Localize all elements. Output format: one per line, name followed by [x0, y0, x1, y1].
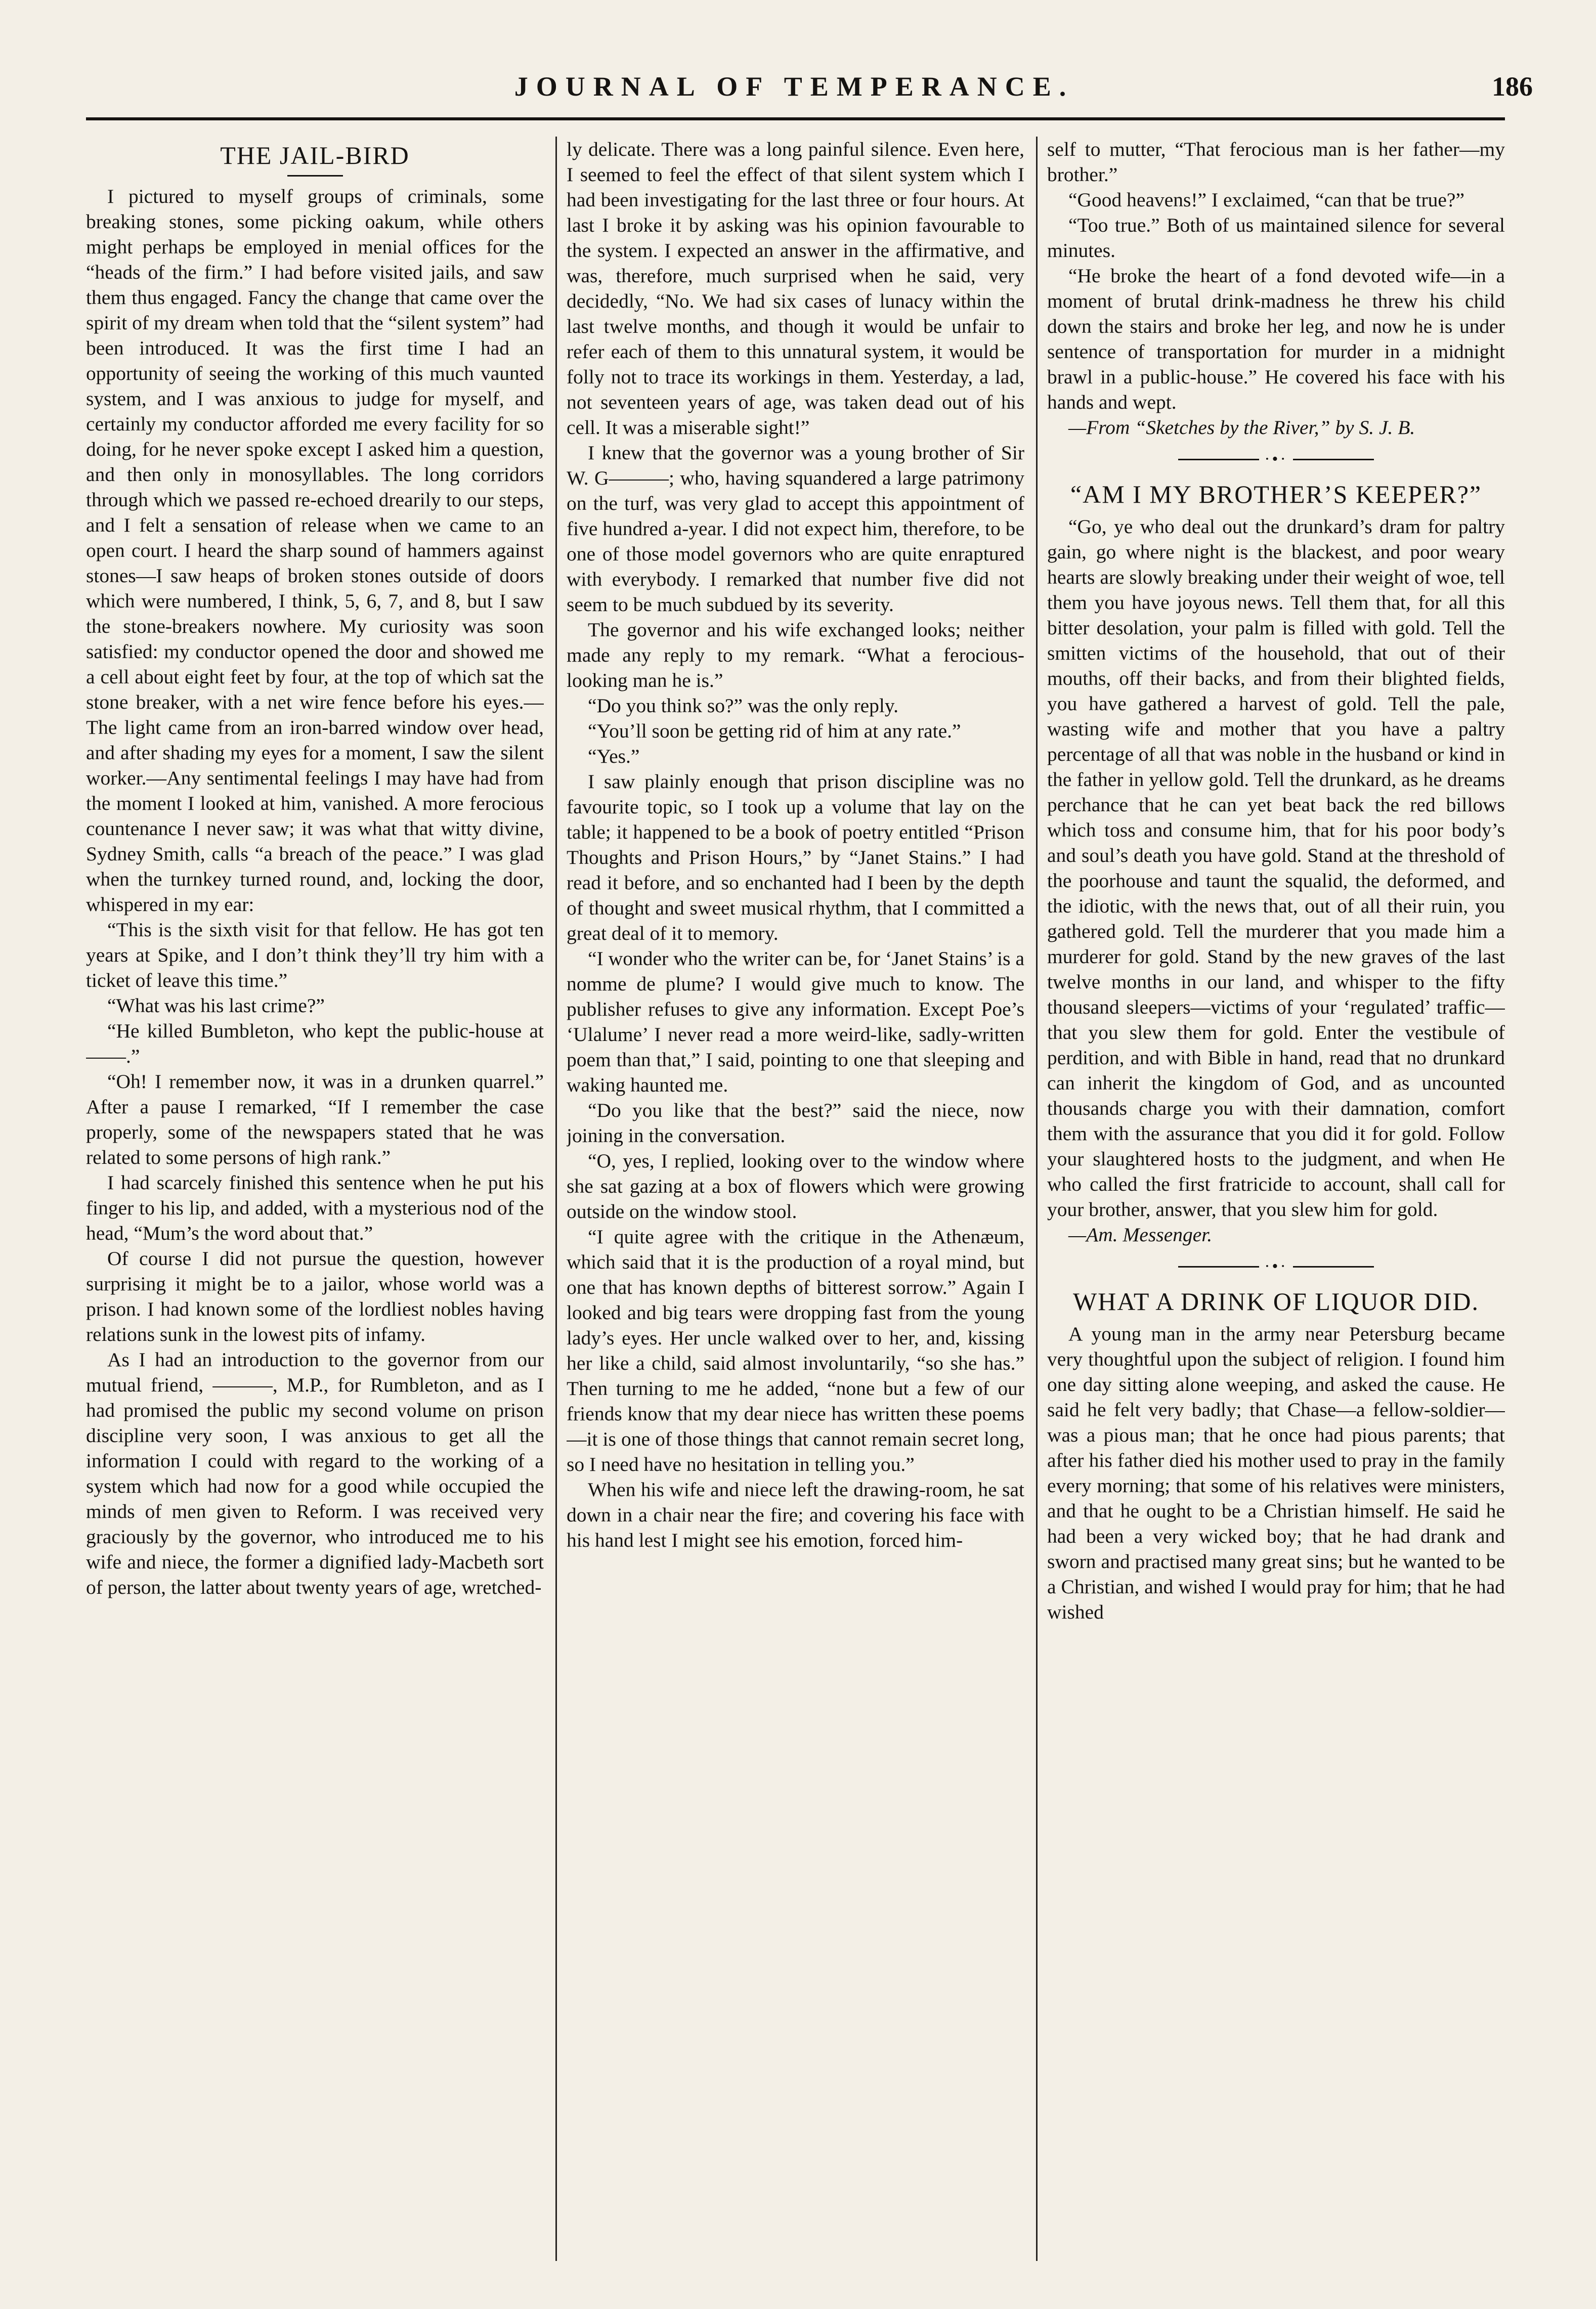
paragraph: “Too true.” Both of us maintained silence for several minutes. — [1047, 214, 1505, 262]
paragraph: “What was his last crime?” — [107, 994, 325, 1017]
paragraph: “Do you like that the best?” said the niece, now joining in the conversation. — [567, 1099, 1024, 1147]
paragraph: “Good heavens!” I exclaimed, “can that be true?” — [1068, 189, 1464, 211]
paragraph: self to mutter, “That ferocious man is her father—my brother.” — [1047, 138, 1505, 186]
running-title: JOURNAL OF TEMPERANCE. — [514, 71, 1074, 102]
paragraph: “Go, ye who deal out the drunkard’s dram for paltry gain, go where night is the blackest, and poor weary hearts are slowly breaking under their weight of woe, tell them you have joyous news. Tell them that, for all this bitter desolation, your palm is filled with gold. Tell the smitten victims of the household, that out of their mouths, off their backs, and from their blighted fields, you have gathered a harvest of gold. Tell the pale, wasting wife and mother that you have a paltry percentage of all that was noble in the husband or kind in the father in yellow gold. Tell the drunkard, as he dreams perchance that he can yet beat back the red billows which toss and consume him, that for his poor body’s and soul’s death you have gold. Stand at the threshold of the poorhouse and taunt the squalid, the deformed, and the idiotic, with the news that, out of all their ruin, you gathered gold. Tell the murderer that you made him a murderer for gold. Stand by the new graves of the last twelve months in our land, and whisper to the fifty thousand sleepers—victims of your ‘regulated’ traffic—that you slew them for gold. Enter the vestibule of perdition, and with Bible in hand, read that no drunkard can inherit the kingdom of God, and as uncounted thousands charge you with their damnation, comfort them with the assurance that you did it for gold. Follow your slaughtered hosts to the judgment, and when He who called the first fratricide to account, shall call for your brother, answer, that you slew him for gold. — [1047, 515, 1505, 1221]
paragraph: ly delicate. There was a long painful silence. Even here, I seemed to feel the effect of that silent system which I had been investigating for the last three or four hours. At last I broke it by asking was his opinion favourable to the system. I expected an answer in the affirmative, and was, therefore, much surprised when he said, very decidedly, “No. We had six cases of lunacy within the last twelve months, and though it would be unfair to refer each of them to this unnatural system, it would be folly not to trace its workings in them. Yesterday, a lad, not seventeen years of age, was taken dead out of his cell. It was a miserable sight!” — [567, 138, 1024, 439]
paragraph: I had scarcely finished this sentence when he put his finger to his lip, and added, with a mysterious nod of the head, “Mum’s the word about that.” — [86, 1171, 544, 1244]
paragraph: A young man in the army near Petersburg became very thoughtful upon the subject of religion. I found him one day sitting alone weeping, and asked the cause. He said he felt very badly; that Chase—a fellow-soldier—was a pious man; that he once had pious parents; that after his father died his mother used to pray in the family every morning; that some of his relatives were ministers, and that he ought to be a Christian himself. He said he had been a very wicked boy; that he had drank and sworn and practised many great sins; but he wanted to be a Christian, and wished I would pray for him; that he had wished — [1047, 1323, 1505, 1623]
column-rule — [1036, 137, 1038, 2261]
article-title-brothers-keeper: “AM I MY BROTHER’S KEEPER?” — [1070, 480, 1482, 508]
paragraph: As I had an introduction to the governor from our mutual friend, ———, M.P., for Rumbleton, and as I had promised the public my second volume on prison discipline very soon, I was anxious to get all the information I could with regard to the working of a system which had now for a good while occupied the minds of men given to Reform. I was received very graciously by the governor, who introduced me to his wife and niece, the former a dignified lady-Macbeth sort of person, the latter about twenty years of age, wretched- — [86, 1348, 544, 1598]
paragraph: I pictured to myself groups of criminals, some breaking stones, some picking oakum, while others might perhaps be employed in menial offices for the “heads of the firm.” I had before visited jails, and saw them thus engaged. Fancy the change that came over the spirit of my dream when told that the “silent system” had been introduced. It was the first time I had an opportunity of seeing the working of this much vaunted system, and I was anxious to judge for myself, and certainly my conductor afforded me every facility for so doing, for he never spoke except I asked him a question, and then only in monosyllables. The long corridors through which we passed re-echoed drearily to our steps, and I felt a sensation of release when we came to an open court. I heard the sharp sound of hammers against stones—I saw heaps of broken stones outside of doors which were numbered, I think, 5, 6, 7, and 8, but I saw the stone-breakers nowhere. My curiosity was soon satisfied: my conductor opened the door and showed me a cell about eight feet by four, at the top of which sat the stone breaker, with a net wire fence before his eyes.—The light came from an iron-barred window over head, and after shading my eyes for a moment, I saw the silent worker.—Any sentimental feelings I may have had from the moment I looked at him, vanished. A more ferocious countenance I never saw; it was what that witty divine, Sydney Smith, calls “a breach of the peace.” I was glad when the turnkey turned round, and, locking the door, whispered in my ear: — [86, 185, 544, 916]
running-head — [86, 66, 1533, 111]
paragraph: “You’ll soon be getting rid of him at any rate.” — [588, 720, 961, 742]
paragraph: “He broke the heart of a fond devoted wife—in a moment of brutal drink-madness he threw his child down the stairs and broke her leg, and now he is under sentence of transportation for murder in a midnight brawl in a public-house.” He covered his face with his hands and wept. — [1047, 265, 1505, 413]
paragraph: “Yes.” — [588, 745, 640, 767]
column-rule — [555, 137, 557, 2261]
paragraph: When his wife and niece left the drawing-room, he sat down in a chair near the fire; and covering his face with his hand lest I might see his emotion, forced him- — [567, 1478, 1024, 1551]
article-title-jail-bird: THE JAIL-BIRD — [220, 141, 410, 169]
column-1 — [86, 137, 544, 2276]
article-signature: —Am. Messenger. — [1068, 1224, 1213, 1246]
paragraph: Of course I did not pursue the question, however surprising it might be to a jailor, whose world was a prison. I had known some of the lordliest nobles having relations sunk in the lowest pits of infamy. — [86, 1247, 544, 1345]
column-3 — [1047, 137, 1505, 2276]
paragraph: “He killed Bumbleton, who kept the public-house at ——.” — [86, 1020, 544, 1067]
header-rule — [86, 117, 1505, 120]
paragraph: “Do you think so?” was the only reply. — [588, 694, 898, 717]
paragraph: “I wonder who the writer can be, for ‘Janet Stains’ is a nomme de plume? I would give much to know. The publisher refuses to give any information. Except Poe’s ‘Ulalume’ I never read a more weird-like, sadly-written poem than that,” I said, pointing to one that sleeping and waking haunted me. — [567, 947, 1024, 1096]
paragraph: “Oh! I remember now, it was in a drunken quarrel.” After a pause I remarked, “If I remember the case properly, some of the newspapers stated that he was related to some persons of high rank.” — [86, 1070, 544, 1168]
article-signature: —From “Sketches by the River,” by S. J. B. — [1068, 416, 1415, 439]
paragraph: “This is the sixth visit for that fellow. He has got ten years at Spike, and I don’t think they’ll try him with a ticket of leave this time.” — [86, 919, 544, 991]
column-2 — [567, 137, 1024, 2276]
page-number: 186 — [1492, 71, 1533, 102]
section-divider: ·•· — [1047, 449, 1505, 469]
paragraph: “I quite agree with the critique in the Athenæum, which said that it is the production of a royal mind, but one that has known depths of bitterest sorrow.” Again I looked and big tears were dropping fast from the young lady’s eyes. Her uncle walked over to her, and, kissing her like a child, said almost involuntarily, “so she has.” Then turning to me he added, “none but a few of our friends know that my dear niece has written these poems—it is one of those things that cannot remain secret long, so I need have no hesitation in telling you.” — [567, 1226, 1024, 1475]
section-divider: ·•· — [1047, 1256, 1505, 1277]
paragraph: The governor and his wife exchanged looks; neither made any reply to my remark. “What a ferocious-looking man he is.” — [567, 619, 1024, 691]
article-title-drink-of-liquor: WHAT A DRINK OF LIQUOR DID. — [1072, 1287, 1480, 1316]
paragraph: I knew that the governor was a young brother of Sir W. G———; who, having squandered a large patrimony on the turf, was very glad to accept this appointment of five hundred a-year. I did not expect him, therefore, to be one of those model governors who are quite enraptured with everybody. I remarked that number five did not seem to be much subdued by its severity. — [567, 442, 1024, 616]
paragraph: I saw plainly enough that prison discipline was no favourite topic, so I took up a volume that lay on the table; it happened to be a book of poetry entitled “Prison Thoughts and Prison Hours,” by “Janet Stains.” I had read it before, and so enchanted had I been by the depth of thought and sweet musical rhythm, that I committed a great deal of it to memory. — [567, 770, 1024, 944]
paragraph: “O, yes, I replied, looking over to the window where she sat gazing at a box of flowers which were growing outside on the window stool. — [567, 1150, 1024, 1223]
title-rule — [287, 175, 343, 177]
